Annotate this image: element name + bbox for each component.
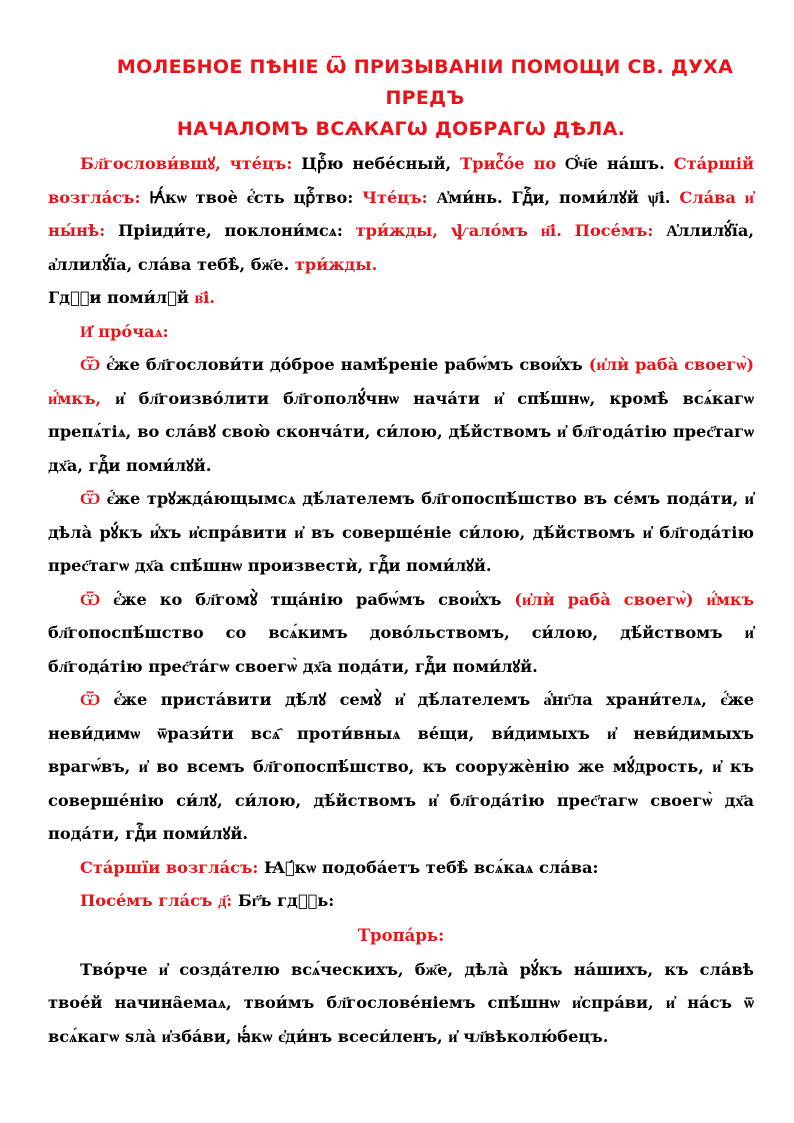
troparion-text: Тво́рче и҆ созда́телю всѧ́ческихъ, бж҃е, дѣла̀ рꙋ́къ на́шихъ, къ сла́вѣ твое́й начина̑емаѧ, твои́мъ бл҃гослове́ніемъ спѣ́шнѡ и҆спра́ви, и҆ на́съ ѿ всѧ́кагѡ ѕла̀ и҆зба́ви, ꙗ҆́кѡ є҆ди́нъ всеси́ленъ, и҆ чл҃вѣколю́бецъ. xyxy=(48,959,754,1046)
paragraph-kyrie xyxy=(48,281,754,315)
paragraph-tone xyxy=(48,884,754,918)
text: Ꙗ҆́кѡ твоѐ є҆́сть црⷭ҇тво: xyxy=(140,187,363,207)
paragraph-rubric-other xyxy=(48,315,754,349)
paragraph-exclamation xyxy=(48,851,754,885)
text: Ꙗ҆́кѡ подоба́етъ тебѣ̀ всѧ́каѧ сла́ва: xyxy=(258,857,599,877)
rubric: (и҆лѝ раба̀ своегѡ̀) и҆́мкъ, xyxy=(48,355,754,408)
title-line-1: МОЛЕБНОЕ ПѢНІЕ Ѿ ПРИЗЫВАНІИ ПОМОЩИ СВ. ДУХА ПРЕДЪ xyxy=(116,56,734,109)
rubric: Ста́ршій возгла́съ: xyxy=(48,154,754,207)
text: Пріиди́те, поклони́мсѧ: xyxy=(105,221,356,240)
petition-1 xyxy=(48,348,754,482)
rubric: Сла́ва и҆ ны́нѣ: xyxy=(48,187,754,240)
petition-3 xyxy=(48,583,754,684)
text: и҆ бл҃гоизво́лити бл҃гополꙋ́чнѡ нача́ти и҆ спѣ́шнѡ, кромѣ̀ всѧ́кагѡ препѧ́тіѧ, во сла́вꙋ свою̀ сконча́ти, си́лою, дѣ́йствомъ и҆ бл҃года́тію прес҃тагѡ дх҃а, гдⷭ҇и поми́лꙋй. xyxy=(48,388,754,475)
text: А҆ми́нь. Гдⷭ҇и, поми́лꙋй ѱ҃і. xyxy=(427,187,680,207)
title-line-2: НАЧАЛОМЪ ВСѦКАГѠ ДОБРАГѠ ДѢЛА. xyxy=(176,118,626,140)
petition-2 xyxy=(48,482,754,583)
paragraph-opening xyxy=(48,147,754,281)
rubric: в҃і. xyxy=(194,288,216,307)
text: бл҃гопоспѣ́шство со всѧ́кимъ дово́льствомъ, си́лою, дѣ́йствомъ и҆ бл҃года́тію прес҃та́гѡ своегѡ̀ дх҃а пода́ти, гдⷭ҇и поми́лꙋй. xyxy=(48,623,754,676)
document-page xyxy=(48,52,754,1053)
rubric: (и҆лѝ раба̀ своегѡ̀) и҆́мкъ xyxy=(514,589,754,609)
text: Гдⷭ҇и поми́лꙋй xyxy=(48,288,195,307)
text: є҆́же приста́вити дѣ́лꙋ семꙋ̀ и҆ дѣ́лателемъ а҆́нг҃ла храни́телѧ, є҆́же неви́димѡ ѿрази́ти всѧ҄ проти́вныѧ ве́щи, ви́димыхъ и҆ неви́димыхъ врагѡ́въ, и҆ во всемъ бл҃гопоспѣ́шство, къ сооружѐнію же мꙋ́дрость, и҆ къ соверше́нію си́лꙋ, си́лою, дѣ́йствомъ и҆ бл҃года́тію прес҃тагѡ своегѡ̀ дх҃а пода́ти, гдⷭ҇и поми́лꙋй. xyxy=(48,690,754,843)
rubric: Чте́цъ: xyxy=(362,187,428,207)
petition-4 xyxy=(48,683,754,851)
troparion-heading: Тропа́рь: xyxy=(357,925,445,945)
text: А҆ллилꙋ́їа, а҆ллилꙋ́їа, сла́ва тебѣ̀, бж҃е. xyxy=(48,221,754,274)
text: є҆́же ко бл҃гомꙋ̀ тща́нію рабѡ́мъ свои҆́хъ xyxy=(100,589,515,609)
rubric: Посе́мъ гла́съ д҃: xyxy=(80,891,233,910)
rubric: Бл҃гослови́вшꙋ, чте́цъ: xyxy=(80,154,293,173)
text: Бг҃ъ гдⷭ҇ь: xyxy=(232,891,335,910)
text: Црⷭ҇ю небе́сный, xyxy=(292,154,461,173)
rubric: Ѿ xyxy=(80,589,101,609)
rubric: Ста́ршїи возгла́съ: xyxy=(80,857,259,877)
rubric: Ѿ xyxy=(80,690,101,709)
text: є҆́же трꙋжда́ющымсѧ дѣ́лателемъ бл҃гопоспѣ́шство въ се́мъ пода́ти, и҆ дѣла̀ рꙋ́къ и҆́хъ и҆спра́вити и҆ въ соверше́ніе си́лою, дѣ́йствомъ и҆ бл҃года́тію прес҃тагѡ дх҃а спѣ́шнѡ произвестѝ, гдⷭ҇и поми́лꙋй. xyxy=(48,489,754,575)
rubric: три́жды. xyxy=(294,254,378,274)
rubric: Трисⷮ҇о́е по xyxy=(460,154,557,173)
rubric: Ѿ xyxy=(80,489,101,508)
rubric: И҆ про́чаѧ: xyxy=(80,321,169,341)
rubric: три́жды, ѱало́мъ н҃і. Посе́мъ: xyxy=(355,221,654,240)
rubric: Ѿ xyxy=(80,355,101,374)
text: є҆́же бл҃гослови́ти до́брое намѣ́реніе рабѡ́мъ свои҆́хъ xyxy=(100,355,589,374)
text: Ѻ҆́ч҃е на́шъ. xyxy=(556,154,674,173)
document-title xyxy=(48,52,754,145)
